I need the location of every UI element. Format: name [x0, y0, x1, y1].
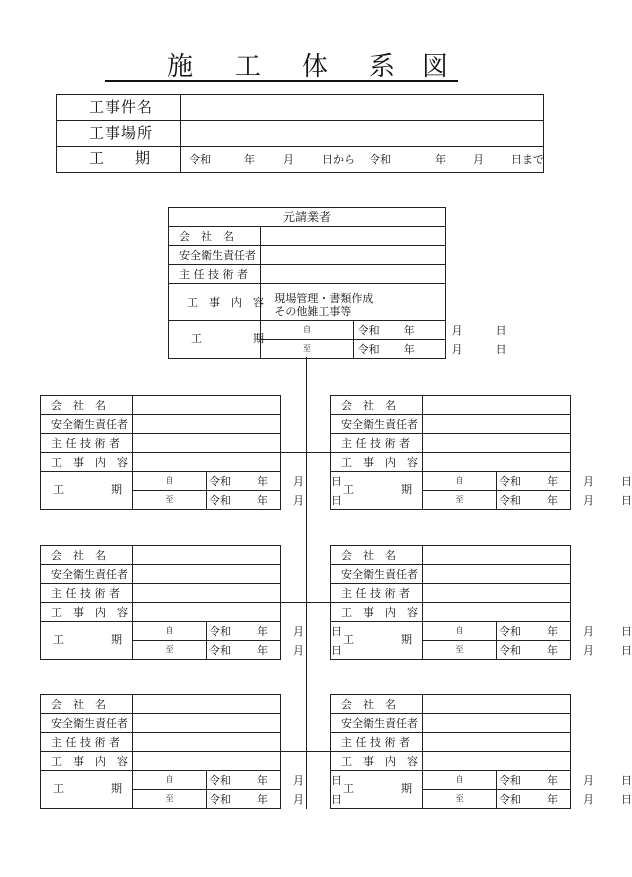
- project-name-label: 工事件名: [57, 95, 181, 121]
- safety-manager-field[interactable]: [423, 565, 571, 584]
- company-field[interactable]: [423, 695, 571, 714]
- company-field[interactable]: [423, 546, 571, 565]
- connector-horizontal: [281, 751, 331, 752]
- period-label: 工 期: [331, 622, 423, 660]
- work-content-label: 工 事 内 容: [41, 603, 133, 622]
- work-content-label: 工 事 内 容: [331, 603, 423, 622]
- chief-engineer-label: 主 任 技 術 者: [41, 434, 133, 453]
- end-date-field[interactable]: 令和 年 月 日: [497, 491, 571, 510]
- end-mark: 至: [133, 491, 207, 510]
- page-title: [105, 40, 458, 82]
- end-date-field[interactable]: 令和 年 月 日: [207, 491, 281, 510]
- period-label: 工 期: [41, 622, 133, 660]
- subcontractor-box: [330, 694, 632, 809]
- title-char: 系: [369, 52, 396, 82]
- project-period-label: 工 期: [57, 147, 181, 173]
- subcontractor-box: [330, 395, 632, 510]
- work-content-field[interactable]: 現場管理・書類作成 その他雑工事等: [261, 284, 446, 321]
- end-date-field[interactable]: 令和 年 月 日: [497, 790, 571, 809]
- start-mark: 自: [133, 622, 207, 641]
- end-mark: 至: [423, 790, 497, 809]
- end-date-field[interactable]: 令和 年 月 日: [207, 641, 281, 660]
- period-label: 工 期: [331, 472, 423, 510]
- company-field[interactable]: [133, 546, 281, 565]
- safety-manager-field[interactable]: [133, 565, 281, 584]
- prime-heading: 元請業者: [169, 208, 446, 227]
- project-location-field[interactable]: [181, 121, 544, 147]
- company-label: 会 社 名: [169, 227, 261, 246]
- work-content-field[interactable]: [133, 453, 281, 472]
- safety-manager-field[interactable]: [423, 415, 571, 434]
- chief-engineer-label: 主 任 技 術 者: [331, 434, 423, 453]
- period-label: 工 期: [331, 771, 423, 809]
- end-date-field[interactable]: 令和 年 月 日: [353, 340, 445, 359]
- chief-engineer-field[interactable]: [423, 434, 571, 453]
- company-field[interactable]: [133, 396, 281, 415]
- work-content-label: 工 事 内 容: [169, 284, 261, 321]
- project-period-field[interactable]: 令和 年 月 日から 令和 年 月 日まで: [181, 147, 544, 173]
- project-info-table: [56, 94, 544, 173]
- chief-engineer-label: 主 任 技 術 者: [169, 265, 261, 284]
- end-mark: 至: [423, 641, 497, 660]
- safety-manager-field[interactable]: [133, 415, 281, 434]
- subcontractor-box: [40, 694, 342, 809]
- end-date-field[interactable]: 令和 年 月 日: [207, 790, 281, 809]
- work-content-field[interactable]: [423, 752, 571, 771]
- company-label: 会 社 名: [41, 695, 133, 714]
- subcontractor-box: [40, 395, 342, 510]
- work-content-field[interactable]: [423, 603, 571, 622]
- period-label: 工 期: [41, 771, 133, 809]
- start-date-field[interactable]: 令和 年 月 日: [207, 771, 281, 790]
- chief-engineer-label: 主 任 技 術 者: [41, 584, 133, 603]
- work-content-label: 工 事 内 容: [41, 453, 133, 472]
- chief-engineer-field[interactable]: [261, 265, 446, 284]
- connector-vertical: [306, 357, 307, 809]
- title-char: 図: [422, 52, 449, 82]
- prime-contractor-box: [168, 207, 507, 359]
- subcontractor-box: [330, 545, 632, 660]
- chief-engineer-label: 主 任 技 術 者: [41, 733, 133, 752]
- safety-manager-label: 安全衛生責任者: [41, 714, 133, 733]
- subcontractor-box: [40, 545, 342, 660]
- company-label: 会 社 名: [331, 546, 423, 565]
- work-content-field[interactable]: [133, 603, 281, 622]
- chief-engineer-field[interactable]: [133, 733, 281, 752]
- safety-manager-label: 安全衛生責任者: [331, 415, 423, 434]
- safety-manager-label: 安全衛生責任者: [169, 246, 261, 265]
- start-date-field[interactable]: 令和 年 月 日: [497, 472, 571, 491]
- company-label: 会 社 名: [331, 396, 423, 415]
- connector-horizontal: [281, 602, 331, 603]
- start-mark: 自: [133, 771, 207, 790]
- chief-engineer-field[interactable]: [423, 584, 571, 603]
- end-mark: 至: [133, 641, 207, 660]
- end-mark: 至: [133, 790, 207, 809]
- start-date-field[interactable]: 令和 年 月 日: [207, 622, 281, 641]
- company-label: 会 社 名: [41, 546, 133, 565]
- safety-manager-label: 安全衛生責任者: [331, 565, 423, 584]
- chief-engineer-field[interactable]: [423, 733, 571, 752]
- end-mark: 至: [261, 340, 353, 359]
- company-field[interactable]: [261, 227, 446, 246]
- chief-engineer-field[interactable]: [133, 584, 281, 603]
- start-date-field[interactable]: 令和 年 月 日: [497, 771, 571, 790]
- end-date-field[interactable]: 令和 年 月 日: [497, 641, 571, 660]
- chief-engineer-field[interactable]: [133, 434, 281, 453]
- work-content-label: 工 事 内 容: [331, 453, 423, 472]
- connector-horizontal: [281, 452, 331, 453]
- work-content-field[interactable]: [423, 453, 571, 472]
- title-char: 施: [167, 52, 194, 82]
- company-label: 会 社 名: [41, 396, 133, 415]
- company-label: 会 社 名: [331, 695, 423, 714]
- project-name-field[interactable]: [181, 95, 544, 121]
- start-mark: 自: [423, 472, 497, 491]
- start-mark: 自: [423, 771, 497, 790]
- period-label: 工 期: [169, 321, 261, 359]
- end-mark: 至: [423, 491, 497, 510]
- title-char: 体: [302, 52, 329, 82]
- start-mark: 自: [133, 472, 207, 491]
- work-content-label: 工 事 内 容: [331, 752, 423, 771]
- start-date-field[interactable]: 令和 年 月 日: [207, 472, 281, 491]
- period-label: 工 期: [41, 472, 133, 510]
- chief-engineer-label: 主 任 技 術 者: [331, 733, 423, 752]
- company-field[interactable]: [423, 396, 571, 415]
- title-char: 工: [235, 52, 262, 82]
- chief-engineer-label: 主 任 技 術 者: [331, 584, 423, 603]
- company-field[interactable]: [133, 695, 281, 714]
- safety-manager-label: 安全衛生責任者: [331, 714, 423, 733]
- project-location-label: 工事場所: [57, 121, 181, 147]
- work-content-field[interactable]: [133, 752, 281, 771]
- safety-manager-field[interactable]: [133, 714, 281, 733]
- safety-manager-label: 安全衛生責任者: [41, 565, 133, 584]
- safety-manager-field[interactable]: [261, 246, 446, 265]
- safety-manager-label: 安全衛生責任者: [41, 415, 133, 434]
- start-date-field[interactable]: 令和 年 月 日: [353, 321, 445, 340]
- start-mark: 自: [261, 321, 353, 340]
- start-mark: 自: [423, 622, 497, 641]
- work-content-label: 工 事 内 容: [41, 752, 133, 771]
- start-date-field[interactable]: 令和 年 月 日: [497, 622, 571, 641]
- safety-manager-field[interactable]: [423, 714, 571, 733]
